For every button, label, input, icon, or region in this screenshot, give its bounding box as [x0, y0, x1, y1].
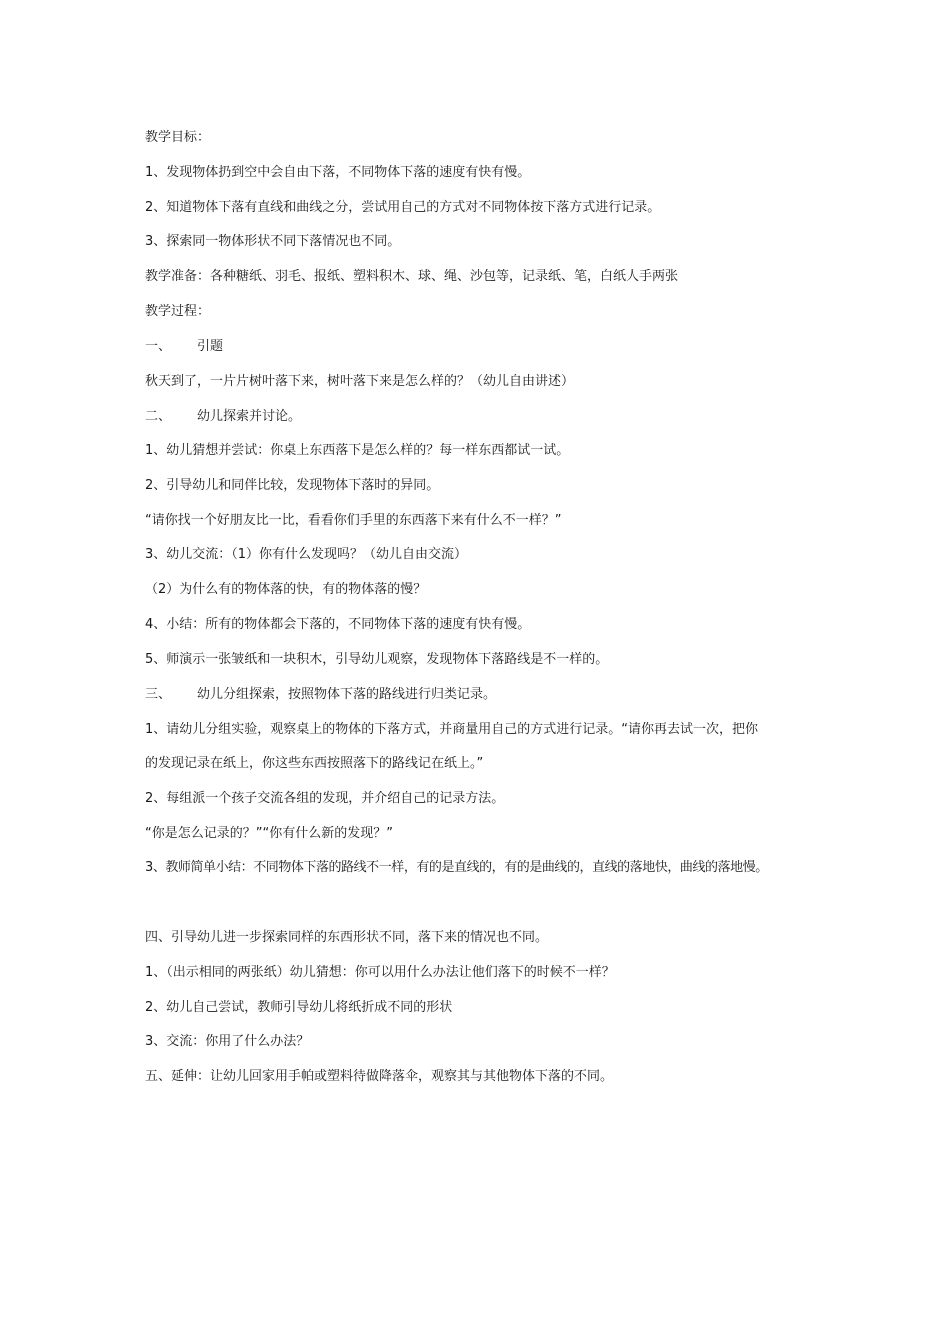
list-item: 2、每组派一个孩子交流各组的发现，并介绍自己的记录方法。 — [145, 791, 505, 806]
objective-item: 1、发现物体扔到空中会自由下落，不同物体下落的速度有快有慢。 — [145, 165, 531, 180]
objective-item: 2、知道物体下落有直线和曲线之分，尝试用自己的方式对不同物体按下落方式进行记录。 — [145, 200, 661, 215]
list-item: 的发现记录在纸上，你这些东西按照落下的路线记在纸上。” — [145, 756, 484, 771]
section-number: 三、 — [145, 687, 172, 702]
list-item: “请你找一个好朋友比一比，看看你们手里的东西落下来有什么不一样？” — [145, 513, 562, 528]
list-item: 1、幼儿猜想并尝试：你桌上东西落下是怎么样的？每一样东西都试一试。 — [145, 443, 570, 458]
list-item: 1、（出示相同的两张纸）幼儿猜想：你可以用什么办法让他们落下的时候不一样？ — [145, 965, 615, 980]
section-title: 幼儿探索并讨论。 — [197, 409, 302, 424]
list-item: （2）为什么有的物体落的快，有的物体落的慢？ — [145, 582, 427, 597]
objective-item: 3、探索同一物体形状不同下落情况也不同。 — [145, 234, 401, 249]
section-heading — [145, 337, 835, 357]
section-number: 二、 — [145, 409, 172, 424]
objectives-title: 教学目标： — [145, 130, 211, 145]
preparation-text: 教学准备：各种糖纸、羽毛、报纸、塑料积木、球、绳、沙包等，记录纸、笔，白纸人手两张 — [145, 269, 679, 284]
section-title: 幼儿分组探索，按照物体下落的路线进行归类记录。 — [197, 687, 497, 702]
list-item: 5、师演示一张皱纸和一块积木，引导幼儿观察，发现物体下落路线是不一样的。 — [145, 652, 609, 667]
section-heading — [145, 407, 835, 427]
section-heading: 五、延伸：让幼儿回家用手帕或塑料待做降落伞，观察其与其他物体下落的不同。 — [145, 1069, 614, 1084]
section-heading: 四、引导幼儿进一步探索同样的东西形状不同，落下来的情况也不同。 — [145, 930, 549, 945]
process-title: 教学过程： — [145, 304, 211, 319]
list-item: 2、引导幼儿和同伴比较，发现物体下落时的异同。 — [145, 478, 440, 493]
list-item: 1、请幼儿分组实验，观察桌上的物体的下落方式，并商量用自己的方式进行记录。“请你再去试一次，把你 — [145, 722, 759, 737]
section-heading — [145, 685, 835, 705]
list-item: 3、教师简单小结：不同物体下落的路线不一样，有的是直线的，有的是曲线的，直线的落地快，曲线的落地慢。 — [145, 860, 768, 875]
list-item: 2、幼儿自己尝试，教师引导幼儿将纸折成不同的形状 — [145, 1000, 453, 1015]
list-item: 4、小结：所有的物体都会下落的，不同物体下落的速度有快有慢。 — [145, 617, 531, 632]
list-item: 3、交流：你用了什么办法？ — [145, 1034, 310, 1049]
list-item: 3、幼儿交流：（1）你有什么发现吗？（幼儿自由交流） — [145, 547, 468, 562]
section-number: 一、 — [145, 339, 172, 354]
list-item: “你是怎么记录的？”“你有什么新的发现？” — [145, 826, 393, 841]
section-title: 引题 — [197, 339, 224, 354]
paragraph: 秋天到了，一片片树叶落下来，树叶落下来是怎么样的？（幼儿自由讲述） — [145, 374, 575, 389]
